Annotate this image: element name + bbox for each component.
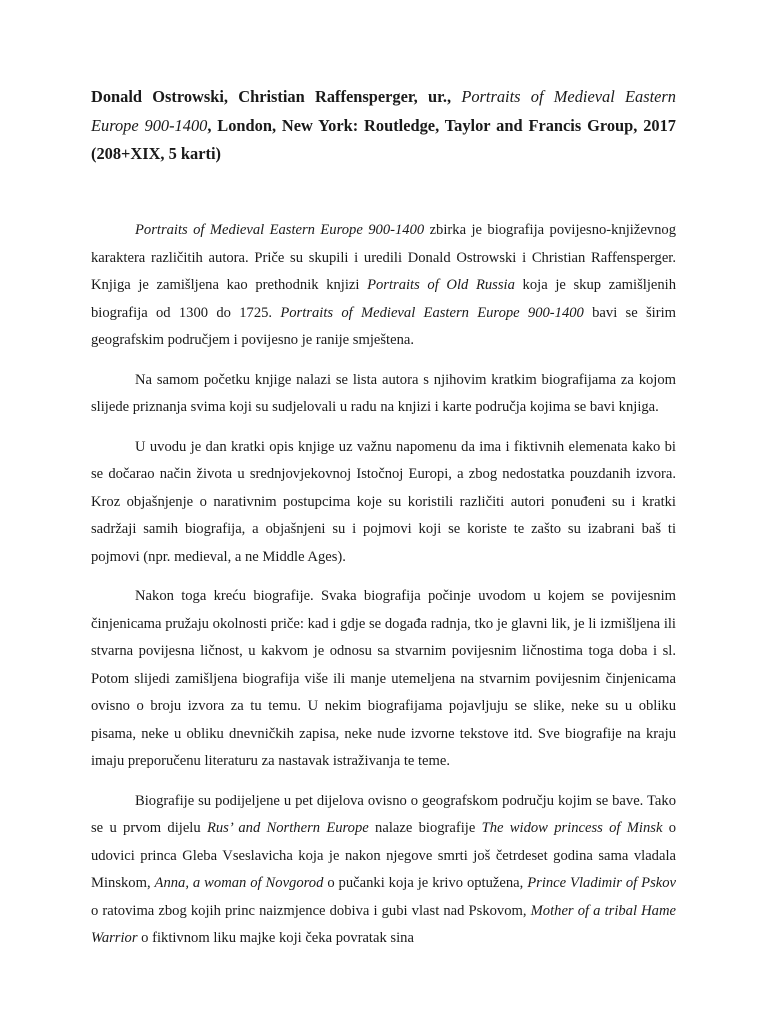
review-heading (91, 83, 676, 169)
paragraph-2: Na samom početku knjige nalazi se lista autora s njihovim kratkim biografijama za kojom slijede priznanja svima koji su sudjelovali u radu na knjizi i karte područja kojima se bavi knjiga. (91, 371, 676, 415)
heading-publication: , London, New York: Routledge, Taylor and Francis Group, 2017 (208+XIX, 5 karti) (91, 115, 677, 164)
paragraph-text: o pučanki koja je krivo optužena, (323, 875, 528, 891)
biography-title-ref: Prince Vladimir of Pskov (527, 875, 677, 891)
paragraph-5 (91, 788, 676, 953)
paragraph-text: nalaze biografije (368, 820, 482, 836)
paragraph-1 (91, 217, 676, 355)
paragraph-4: Nakon toga kreću biografije. Svaka biografija počinje uvodom u kojem se povijesnim činjenicama pružaju okolnosti priče: kad i gdje se događa radnja, tko je glavni lik, je li izmišljena ili stvarna povijesna ličnost, u kakvom je odnosu sa stvarnim povijesnim ličnostima toga doba i sl. Potom slijedi zamišljena biografija više ili manje utemeljena na stvarnim povijesnim činjenicama ovisno o broju izvora za tu temu. U nekim biografijama pojavljuju se slike, neke su u obliku pisama, neke u obliku dnevničkih zapisa, neke nude izvorne tekstove itd. Sve biografije na kraju imaju preporučenu literaturu za nastavak istraživanja te teme. (91, 588, 676, 769)
book-title-ref: Portraits of Old Russia (367, 277, 515, 293)
paragraph-text: Biografije su podijeljene u pet dijelova ovisno o geografskom području kojim se bave. Tako se u prvom dijelu (91, 792, 676, 836)
paragraph-3: U uvodu je dan kratki opis knjige uz važnu napomenu da ima i fiktivnih elemenata kako bi se dočarao način života u srednjovjekovnoj Istočnoj Europi, a zbog nedostatka pouzdanih izvora. Kroz objašnjenje o narativnim postupcima koje su koristili različiti autori ponuđeni su i kratki sadržaji samih biografija, a objašnjeni su i pojmovi koji se koriste te zašto su izabrani baš ti pojmovi (npr. medieval, a ne Middle Ages). (91, 438, 676, 565)
biography-title-ref: The widow princess of Minsk (481, 820, 663, 836)
paragraph-text: o udovici princa Gleba Vseslavicha koja je nakon njegove smrti još četrdeset godina sama vladala Minskom, (91, 820, 677, 891)
biography-title-ref: Anna, a woman of Novgorod (154, 875, 324, 891)
heading-authors: Donald Ostrowski, Christian Raffensperger, ur., (91, 87, 462, 106)
paragraph-text: koja je skup zamišljenih biografija od 1300 do 1725. (91, 277, 676, 321)
paragraph-text: o fiktivnom liku majke koji čeka povratak sina (137, 930, 414, 946)
book-title-ref: Portraits of Medieval Eastern Europe 900-1400 (135, 222, 425, 238)
paragraph-text: o ratovima zbog kojih princ naizmjence dobiva i gubi vlast nad Pskovom, (91, 902, 531, 919)
paragraph-text: bavi se širim geografskim područjem i povijesno je ranije smještena. (91, 304, 676, 348)
review-body (91, 217, 676, 953)
heading-book-title: Portraits of Medieval Eastern Europe 900-1400 (91, 87, 676, 135)
section-title-ref: Rus’ and Northern Europe (206, 820, 369, 836)
paragraph-text: zbirka je biografija povijesno-književnog karaktera različitih autora. Priče su skupili i uredili Donald Ostrowski i Christian Raffensperger. Knjiga je zamišljena kao prethodnik knjizi (91, 222, 676, 293)
book-title-ref: Portraits of Medieval Eastern Europe 900-1400 (280, 304, 584, 321)
biography-title-ref: Mother of a tribal Hame Warrior (91, 902, 676, 946)
